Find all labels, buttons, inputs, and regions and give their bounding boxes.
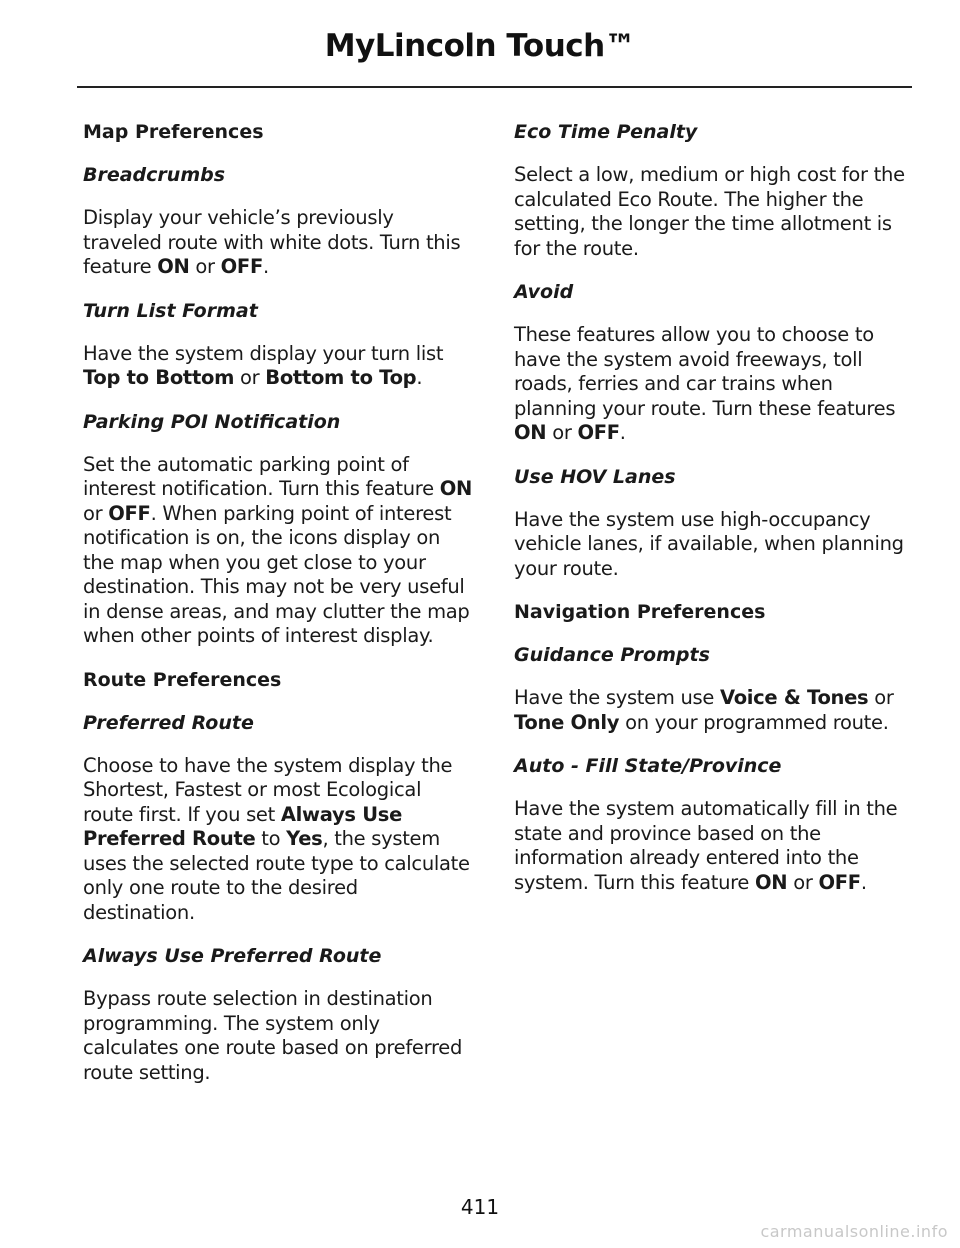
text-run: or: [868, 686, 894, 709]
subheading-breadcrumbs: Breadcrumbs: [83, 164, 226, 186]
keyword-off: OFF: [577, 421, 620, 444]
text-run: or: [787, 870, 819, 894]
paragraph-eco-time-penalty: Select a low, medium or high cost for the calculated Eco Route. The higher the setting, the longer the time allotment is for the route.: [514, 163, 905, 260]
text-run: or: [83, 501, 109, 525]
text-run: .: [619, 421, 626, 444]
keyword-top-to-bottom: Top to Bottom: [83, 366, 235, 389]
page-number: 411: [460, 1195, 500, 1219]
text-run: .: [262, 255, 269, 278]
keyword-off: OFF: [108, 501, 151, 525]
paragraph-turn-list-format: [83, 342, 475, 391]
paragraph-parking-poi-notification: [83, 453, 475, 649]
paragraph-guidance-prompts: [514, 686, 912, 735]
keyword-on: ON: [755, 870, 788, 894]
keyword-yes: Yes: [286, 827, 323, 850]
paragraph-preferred-route: [83, 754, 475, 926]
paragraph-avoid: [514, 323, 912, 446]
subheading-preferred-route: Preferred Route: [83, 711, 254, 734]
subheading-guidance-prompts: Guidance Prompts: [514, 644, 710, 666]
header-divider: [77, 86, 912, 88]
keyword-on: ON: [157, 255, 190, 278]
subheading-turn-list-format: Turn List Format: [83, 299, 258, 322]
text-run: or: [189, 255, 221, 278]
text-run: .: [860, 870, 867, 894]
subheading-eco-time-penalty: Eco Time Penalty: [514, 121, 698, 143]
subheading-parking-poi-notification: Parking POI Notification: [83, 410, 341, 433]
text-run: Choose to have the system display the Shortest, Fastest or most Ecological route first. If you set: [83, 753, 453, 826]
subheading-avoid: Avoid: [514, 281, 574, 303]
keyword-on: ON: [514, 421, 547, 444]
text-run: on your programmed route.: [619, 710, 889, 734]
text-run: Have the system use: [514, 686, 720, 709]
subheading-auto-fill-state-province: Auto - Fill State/Province: [514, 755, 782, 777]
text-run: , the system uses the selected route type to calculate only one route to the desired destination.: [83, 827, 470, 924]
text-run: . When parking point of interest notification is on, the icons display on the map when you get close to your destination. This may not be very useful in dense areas, and may clutter the map when other points of interest display.: [83, 501, 470, 647]
page-header-title: MyLincoln Touch™: [324, 28, 636, 64]
keyword-tone-only: Tone Only: [514, 710, 620, 734]
paragraph-use-hov-lanes: Have the system use high-occupancy vehicle lanes, if available, when planning your route.: [514, 507, 904, 580]
text-run: These features allow you to choose to have the system avoid freeways, toll roads, ferries and car trains when planning your route. Turn these features: [514, 323, 896, 420]
text-run: Display your vehicle’s previously traveled route with white dots. Turn this feature: [83, 206, 461, 278]
section-heading-map-preferences: Map Preferences: [83, 121, 264, 143]
watermark-text: carmanualsonline.info: [760, 1222, 948, 1241]
section-heading-navigation-preferences: Navigation Preferences: [514, 601, 766, 623]
left-column: [83, 120, 475, 1104]
text-run: Set the automatic parking point of interest notification. Turn this feature: [83, 452, 440, 500]
paragraph-breadcrumbs: [83, 206, 475, 280]
keyword-off: OFF: [818, 870, 861, 894]
text-run: Have the system display your turn list: [83, 341, 444, 365]
text-run: .: [416, 366, 423, 389]
keyword-always-use-preferred-route: Always Use Preferred Route: [83, 802, 402, 850]
keyword-on: ON: [439, 477, 472, 500]
text-run: to: [255, 827, 287, 850]
text-run: Have the system automatically fill in the state and province based on the information already entered into the system. Turn this feature: [514, 797, 898, 894]
paragraph-auto-fill-state-province: [514, 797, 912, 895]
keyword-off: OFF: [220, 255, 263, 278]
text-run: or: [234, 366, 266, 389]
keyword-voice-and-tones: Voice & Tones: [719, 686, 869, 709]
section-heading-route-preferences: Route Preferences: [83, 668, 282, 691]
paragraph-always-use-preferred-route: Bypass route selection in destination programming. The system only calculates one route based on preferred route setting.: [83, 987, 463, 1084]
subheading-use-hov-lanes: Use HOV Lanes: [514, 465, 676, 488]
keyword-bottom-to-top: Bottom to Top: [265, 366, 417, 389]
right-column: [514, 120, 912, 914]
text-run: or: [546, 421, 578, 444]
subheading-always-use-preferred-route: Always Use Preferred Route: [83, 945, 382, 967]
